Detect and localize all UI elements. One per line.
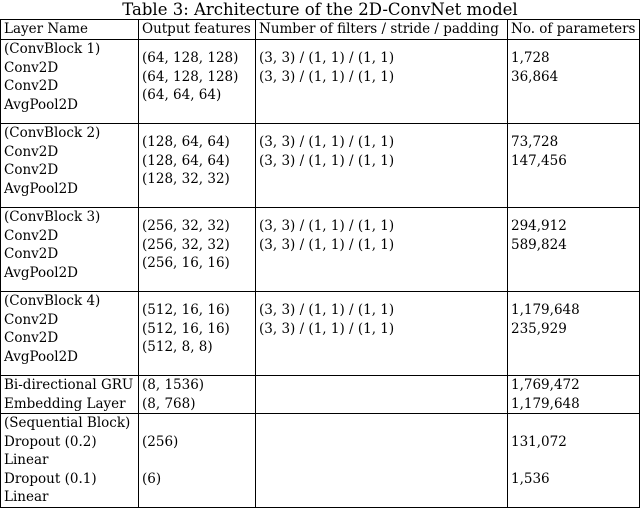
table-caption: Table 3: Architecture of the 2D-ConvNet model <box>122 0 518 19</box>
output-features: (128, 64, 64) (128, 64, 64) (128, 32, 32) <box>139 124 256 208</box>
layer-names: (ConvBlock 4) Conv2D Conv2D AvgPool2D <box>1 292 139 376</box>
layer-names: (ConvBlock 3) Conv2D Conv2D AvgPool2D <box>1 208 139 292</box>
output-features: (256, 32, 32) (256, 32, 32) (256, 16, 16) <box>139 208 256 292</box>
gru-block-row <box>1 376 640 414</box>
conv-block-4-row <box>1 292 640 376</box>
header-filters: Number of filters / stride / padding <box>256 20 508 40</box>
output-features: (512, 16, 16) (512, 16, 16) (512, 8, 8) <box>139 292 256 376</box>
layer-names: Bi-directional GRU Embedding Layer <box>1 376 139 414</box>
layer-names: (ConvBlock 1) Conv2D Conv2D AvgPool2D <box>1 40 139 124</box>
parameter-counts: 1,728 36,864 <box>508 40 640 124</box>
output-features: (256) (6) <box>139 414 256 508</box>
filter-specs: (3, 3) / (1, 1) / (1, 1) (3, 3) / (1, 1) / (1, 1) <box>256 40 508 124</box>
filter-specs <box>256 414 508 508</box>
parameter-counts: 131,072 1,536 <box>508 414 640 508</box>
architecture-table <box>0 19 640 508</box>
output-features: (8, 1536) (8, 768) <box>139 376 256 414</box>
header-output-features: Output features <box>139 20 256 40</box>
layer-names: (ConvBlock 2) Conv2D Conv2D AvgPool2D <box>1 124 139 208</box>
filter-specs: (3, 3) / (1, 1) / (1, 1) (3, 3) / (1, 1) / (1, 1) <box>256 292 508 376</box>
parameter-counts: 1,769,472 1,179,648 <box>508 376 640 414</box>
filter-specs <box>256 376 508 414</box>
output-features: (64, 128, 128) (64, 128, 128) (64, 64, 64) <box>139 40 256 124</box>
filter-specs: (3, 3) / (1, 1) / (1, 1) (3, 3) / (1, 1) / (1, 1) <box>256 208 508 292</box>
header-layer-name: Layer Name <box>1 20 139 40</box>
sequential-block-row <box>1 414 640 508</box>
parameter-counts: 73,728 147,456 <box>508 124 640 208</box>
layer-names: (Sequential Block) Dropout (0.2) Linear Dropout (0.1) Linear <box>1 414 139 508</box>
conv-block-1-row <box>1 40 640 124</box>
conv-block-2-row <box>1 124 640 208</box>
header-row <box>1 20 640 40</box>
parameter-counts: 1,179,648 235,929 <box>508 292 640 376</box>
filter-specs: (3, 3) / (1, 1) / (1, 1) (3, 3) / (1, 1) / (1, 1) <box>256 124 508 208</box>
parameter-counts: 294,912 589,824 <box>508 208 640 292</box>
conv-block-3-row <box>1 208 640 292</box>
header-parameters: No. of parameters <box>508 20 640 40</box>
